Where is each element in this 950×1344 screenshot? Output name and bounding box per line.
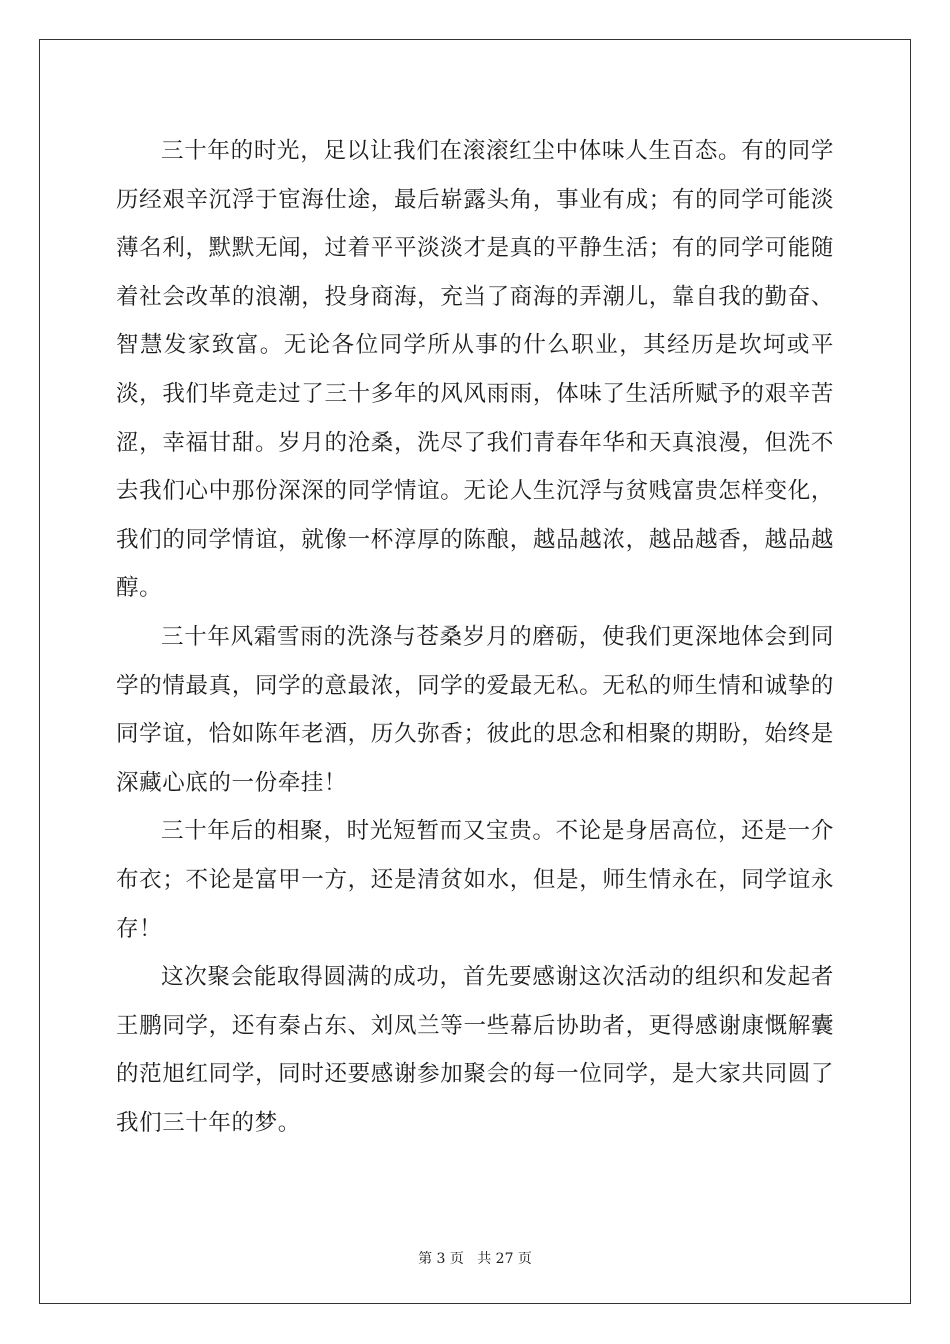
paragraph-2: 三十年风霜雪雨的洗涤与苍桑岁月的磨砺，使我们更深地体会到同学的情最真，同学的意最浓，同学的爱最无私。无私的师生情和诚挚的同学谊，恰如陈年老酒，历久弥香；彼此的思念和相聚的期盼，始终是深藏心底的一份牵挂！: [116, 623, 834, 796]
page-number-footer: 第 3 页 共 27 页: [418, 1251, 532, 1267]
paragraph-3: 三十年后的相聚，时光短暂而又宝贵。不论是身居高位，还是一介布衣；不论是富甲一方，还是清贫如水，但是，师生情永在，同学谊永存！: [116, 818, 834, 942]
paragraph-4: 这次聚会能取得圆满的成功，首先要感谢这次活动的组织和发起者王鹏同学，还有秦占东、刘凤兰等一些幕后协助者，更得感谢康慨解囊的范旭红同学，同时还要感谢参加聚会的每一位同学，是大家共同圆了我们三十年的梦。: [116, 964, 834, 1136]
paragraph-1: 三十年的时光，足以让我们在滚滚红尘中体味人生百态。有的同学历经艰辛沉浮于宦海仕途，最后崭露头角，事业有成；有的同学可能淡薄名利，默默无闻，过着平平淡淡才是真的平静生活；有的同学可能随着社会改革的浪潮，投身商海，充当了商海的弄潮儿，靠自我的勤奋、智慧发家致富。无论各位同学所从事的什么职业，其经历是坎坷或平淡，我们毕竟走过了三十多年的风风雨雨，体味了生活所赋予的艰辛苦涩，幸福甘甜。岁月的沧桑，洗尽了我们青春年华和天真浪漫，但洗不去我们心中那份深深的同学情谊。无论人生沉浮与贫贱富贵怎样变化，我们的同学情谊，就像一杯淳厚的陈酿，越品越浓，越品越香，越品越醇。: [116, 138, 834, 602]
document-body: [116, 127, 834, 1147]
